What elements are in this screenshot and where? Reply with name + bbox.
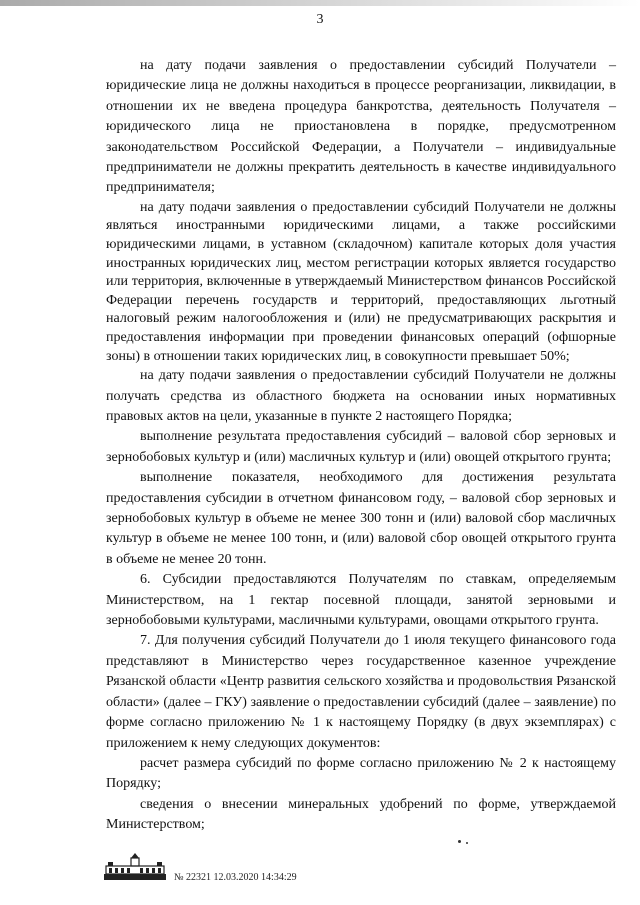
paragraph-8: расчет размера субсидий по форме согласно приложению № 2 к настоящему Порядку; <box>106 755 616 792</box>
paragraph-5: выполнение показателя, необходимого для достижения результата предоставления субсидии в отчетном финансовом году, – валовой сбор зерновых и зернобобовых культур в объеме не менее 300 тонн и (или) валовой сбор масличных культур в объеме не менее 100 тонн, и (или) валовой сбор овощей открытого грунта в объеме не менее 20 тонн. <box>106 470 616 567</box>
document-footer <box>102 852 442 892</box>
paragraph-3: на дату подачи заявления о предоставлении субсидий Получатели не должны получать средства из областного бюджета на основании иных нормативных правовых актов на цели, указанные в пункте 2 настоящего Порядка; <box>106 368 616 424</box>
document-stamp: № 22321 12.03.2020 14:34:29 <box>174 872 297 883</box>
paragraph-7: 7. Для получения субсидий Получатели до 1 июля текущего финансового года представляют в Министерство через государственное казенное учреждение Рязанской области «Центр развития сельского хозяйства и продовольствия Рязанской области» (далее – ГКУ) заявление о предоставлении субсидий (далее – заявление) по форме согласно приложению № 1 к настоящему Порядку (в двух экземплярах) с приложением к нему следующих документов: <box>106 633 616 751</box>
paragraph-6: 6. Субсидии предоставляются Получателям по ставкам, определяемым Министерством, на 1 гектар посевной площади, занятой зерновыми и зернобобовыми культурами, масличными культурами, овощами открытого грунта. <box>106 572 616 629</box>
paragraph-1: на дату подачи заявления о предоставлении субсидий Получатели – юридические лица не должны находиться в процессе реорганизации, ликвидации, в отношении их не введена процедура банкротства, деятельность Получателя – юридического лица не приостановлена в порядке, предусмотренном законодательством Российской Федерации, а Получатели – индивидуальные предприниматели не должны прекратить деятельность в качестве индивидуального предпринимателя; <box>106 58 616 196</box>
paragraph-4: выполнение результата предоставления субсидий – валовой сбор зерновых и зернобобовых культур и (или) масличных культур и (или) овощей открытого грунта; <box>106 429 616 465</box>
scan-top-edge <box>0 0 640 6</box>
kremlin-building-logo-icon <box>102 852 168 882</box>
document-body <box>106 56 616 836</box>
paragraph-9: сведения о внесении минеральных удобрений по форме, утверждаемой Министерством; <box>106 796 616 833</box>
scan-speck <box>466 842 468 844</box>
page-number: 3 <box>316 12 324 27</box>
scan-speck <box>458 840 461 843</box>
paragraph-2: на дату подачи заявления о предоставлении субсидий Получатели не должны являться иностранными юридическими лицами, а также российскими юридическими лицами, в уставном (складочном) капитале которых доля участия иностранных юридических лиц, местом регистрации которых является государство или территория, включенные в утверждаемый Министерством финансов Российской Федерации перечень государств и территорий, предоставляющих льготный налоговый режим налогообложения и (или) не предусматривающих раскрытия и предоставления информации при проведении финансовых операций (офшорные зоны) в отношении таких юридических лиц, в совокупности превышает 50%; <box>106 199 616 364</box>
